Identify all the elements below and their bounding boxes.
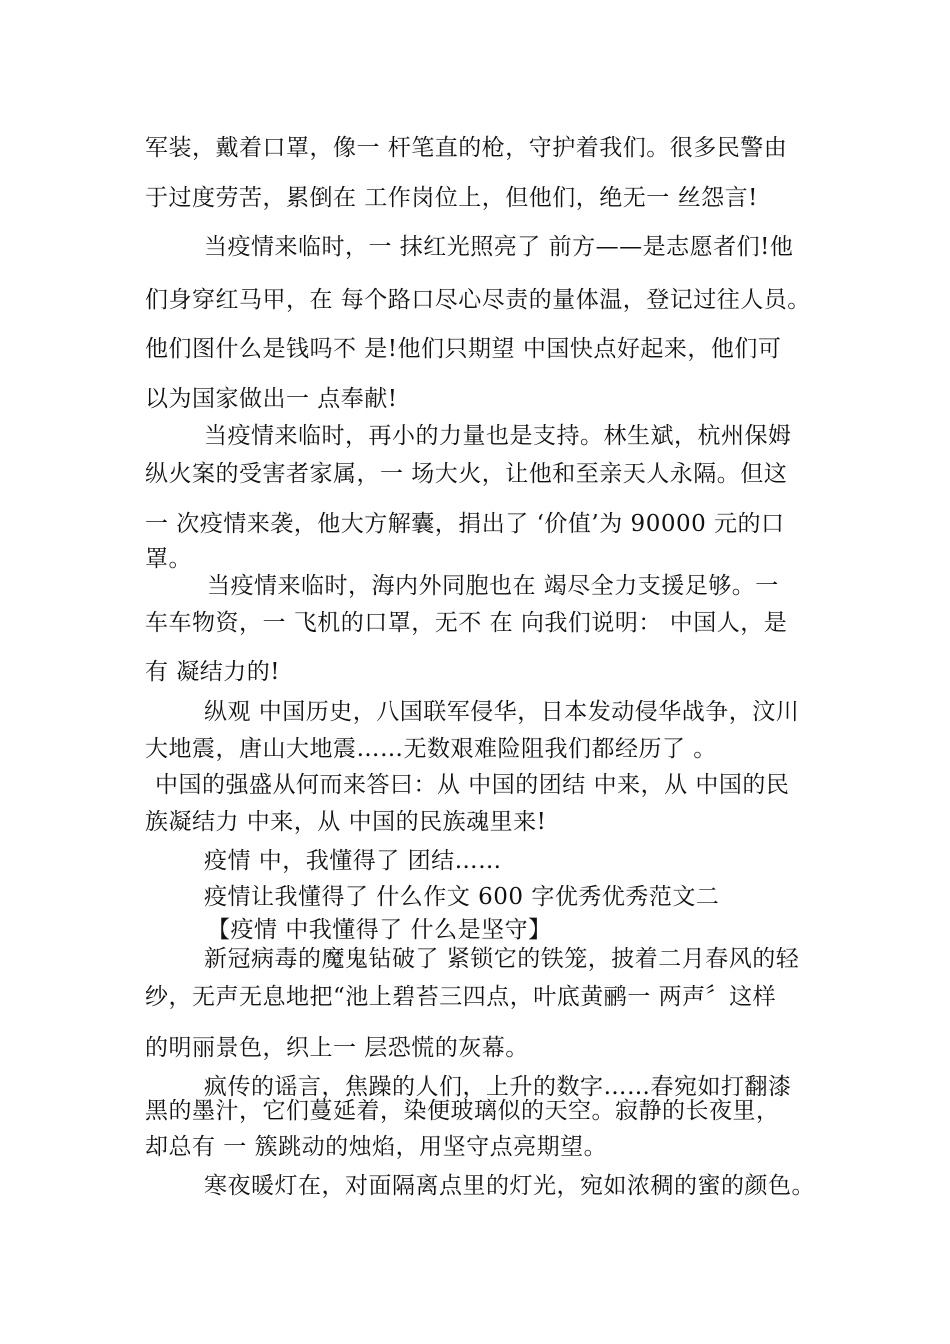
text-line: 当疫情来临时，一 抹红光照亮了 前方——是志愿者们!他 [204,234,794,260]
text-line: 疯传的谣言，焦躁的人们，上升的数字……春宛如打翻漆 [204,1074,792,1100]
text-line: 军装，戴着口罩，像一 杆笔直的枪，守护着我们。很多民警由 [145,135,788,161]
text-line: 以为国家做出一 点奉献! [145,386,398,412]
text-line: 纱，无声无息地把“池上碧苔三四点，叶底黄鹂一 两声〞这样 [145,984,777,1010]
text-line: 大地震，唐山大地震……无数艰难险阻我们都经历了 。 [145,736,717,762]
text-line: 疫情让我懂得了 什么作文 600 字优秀优秀范文二 [204,884,720,910]
text-line: 车车物资，一 飞机的口罩，无不 在 向我们说明： 中国人，是 [145,610,788,636]
text-line: 他们图什么是钱吗不 是!他们只期望 中国快点好起来，他们可 [145,336,782,362]
text-line: 罩。 [145,546,192,572]
text-line: 疫情 中，我懂得了 团结…… [204,848,502,874]
text-line: 却总有 一 簇跳动的烛焰，用坚守点亮期望。 [145,1134,608,1160]
text-line: 当疫情来临时，海内外同胞也在 竭尽全力支援足够。一 [207,573,779,599]
text-line: 中国的强盛从何而来答曰：从 中国的团结 中来，从 中国的民 [155,772,790,798]
text-line: 于过度劳苦，累倒在 工作岗位上，但他们，绝无一 丝怨言! [145,185,758,211]
text-line: 黑的墨汁，它们蔓延着，染便玻璃似的天空。寂静的长夜里， [145,1098,780,1124]
text-line: 寒夜暖灯在，对面隔离点里的灯光，宛如浓稠的蜜的颜色。 [204,1173,815,1199]
text-line: 纵火案的受害者家属，一 场大火，让他和至亲天人永隔。但这 [145,461,788,487]
text-line: 一 次疫情来袭，他大方解囊，捐出了 ‘价值’为 90000 元的口 [145,511,785,537]
text-line: 的明丽景色，织上一 层恐慌的灰幕。 [145,1035,529,1061]
text-line: 当疫情来临时，再小的力量也是支持。林生斌，杭州保姆 [204,423,792,449]
section-heading: 【疫情 中我懂得了 什么是坚守】 [207,917,552,943]
text-line: 们身穿红马甲，在 每个路口尽心尽责的量体温，登记过往人员。 [145,287,811,313]
text-line: 族凝结力 中来，从 中国的民族魂里来! [145,809,547,835]
text-line: 新冠病毒的魔鬼钻破了 紧锁它的铁笼，披着二月春风的轻 [204,946,800,972]
text-line: 有 凝结力的! [145,659,281,685]
text-line: 纵观 中国历史，八国联军侵华，日本发动侵华战争，汶川 [204,699,800,725]
